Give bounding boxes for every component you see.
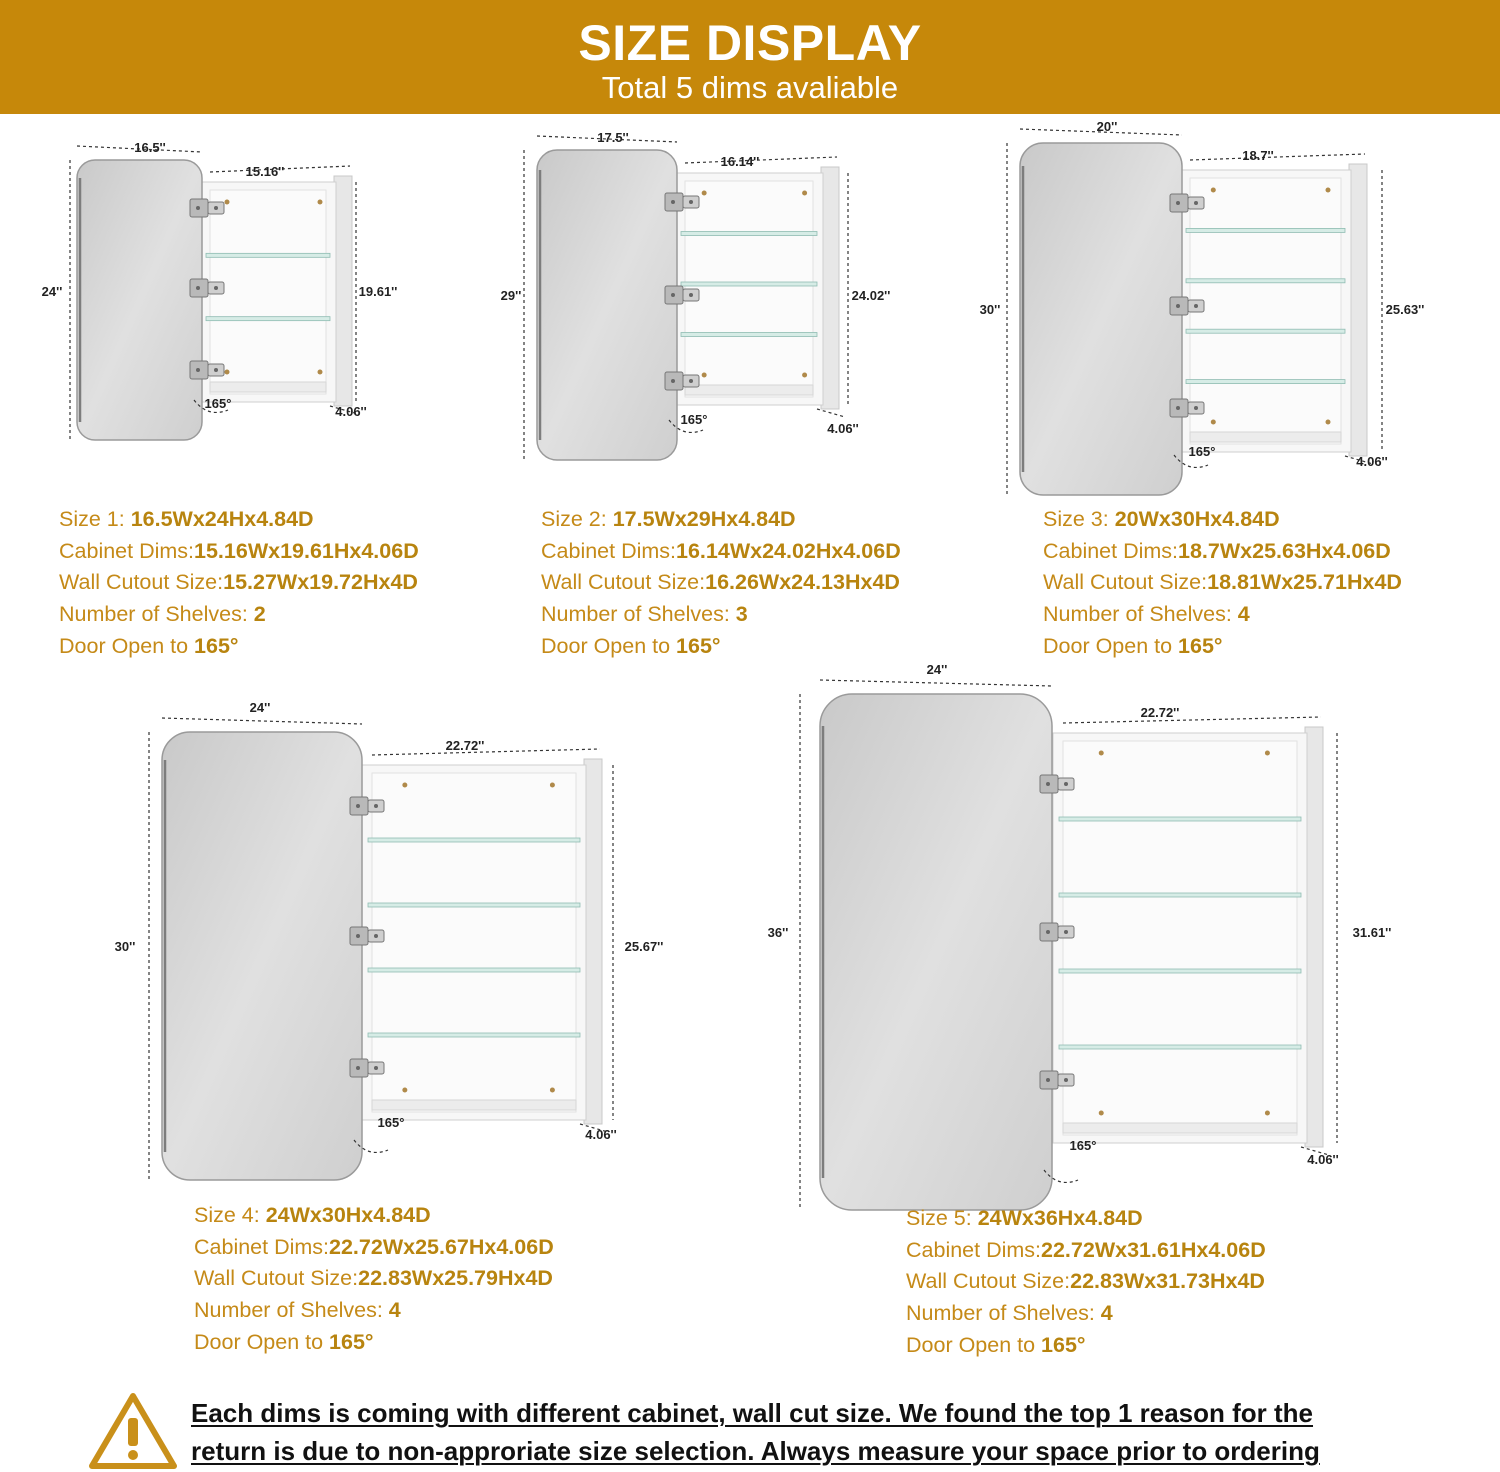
shelves-value: 3 [735,602,748,627]
hinge [1040,775,1074,793]
glass-shelf [1059,893,1301,897]
glass-shelf [1186,380,1345,384]
cabinet-value: 22.72Wx25.67Hx4.06D [329,1234,554,1259]
hinge [1040,1071,1074,1089]
mirror-door [537,150,677,460]
door-row [906,1330,1266,1362]
shelves-row [906,1298,1266,1330]
door-width-label: 24'' [926,662,948,677]
cabinet-value: 16.14Wx24.02Hx4.06D [676,538,901,563]
spec-block-size-1 [59,504,419,663]
depth-label: 4.06'' [585,1127,617,1142]
cutout-value: 18.81Wx25.71Hx4D [1207,570,1402,595]
shelves-value: 4 [1237,602,1250,627]
shelves-value: 4 [1100,1301,1113,1326]
shelves-label: Number of Shelves: [1043,602,1238,627]
door-width-label: 16.5'' [134,140,166,155]
door-height-label: 36'' [767,925,789,940]
hinge [350,797,384,815]
cutout-label: Wall Cutout Size: [906,1269,1071,1294]
cutout-value: 22.83Wx25.79Hx4D [358,1266,553,1291]
door-row [1043,631,1402,663]
depth-label: 4.06'' [1356,454,1388,469]
cutout-value: 16.26Wx24.13Hx4D [705,570,900,595]
cutout-value: 22.83Wx31.73Hx4D [1070,1269,1265,1294]
door-height-label: 30'' [979,302,1001,317]
door-height-label: 29'' [500,288,522,303]
hinge [350,927,384,945]
cabinet-label: Cabinet Dims: [59,538,195,563]
cabinet-row [59,536,419,568]
door-angle-label: 165° [1188,444,1216,459]
notice-line-1: Each dims is coming with different cabinet, wall cut size. We found the top 1 reason for the [191,1398,1314,1428]
cabinet-row [1043,536,1402,568]
cutout-row [906,1266,1266,1298]
cabinet-label: Cabinet Dims: [906,1237,1042,1262]
door-value: 165° [676,633,721,658]
hinge [665,372,699,390]
cabinet-height-label: 31.61'' [1352,925,1392,940]
door-row [194,1327,554,1359]
depth-label: 4.06'' [335,404,367,419]
size-label: Size 4: [194,1203,266,1227]
door-height-label: 24'' [41,284,63,299]
hinge [1170,399,1204,417]
glass-shelf [1186,329,1345,333]
hinge [1040,923,1074,941]
glass-shelf [1059,969,1301,973]
cabinet-drawing-size-3 [1007,129,1382,495]
door-angle-label: 165° [1069,1138,1097,1153]
cutout-label: Wall Cutout Size: [59,570,224,595]
cutout-row [59,567,419,599]
door-label: Door Open to [906,1332,1042,1357]
hinge [350,1059,384,1077]
glass-shelf [368,838,580,842]
depth-label: 4.06'' [827,421,859,436]
shelves-value: 4 [388,1298,401,1323]
cabinet-row [906,1235,1266,1267]
cabinet-width-label: 15.16'' [245,164,285,179]
shelves-label: Number of Shelves: [541,602,736,627]
hinge [1170,194,1204,212]
door-row [59,631,419,663]
depth-label: 4.06'' [1307,1152,1339,1167]
warning-triangle-icon [88,1390,178,1470]
cabinet-label: Cabinet Dims: [1043,538,1179,563]
door-angle-label: 165° [377,1115,405,1130]
cutout-value: 15.27Wx19.72Hx4D [223,570,418,595]
cabinet-label: Cabinet Dims: [194,1234,330,1259]
cutout-row [194,1263,554,1295]
size-value: 20Wx30Hx4.84D [1114,507,1280,531]
cabinet-drawing-size-4 [149,718,613,1180]
door-value: 165° [194,633,239,658]
hinge [665,286,699,304]
spec-block-size-4 [194,1200,554,1359]
cabinet-value: 22.72Wx31.61Hx4.06D [1041,1237,1266,1262]
page-title: SIZE DISPLAY [578,15,922,71]
glass-shelf [1059,817,1301,821]
cabinet-width-label: 22.72'' [1140,705,1180,720]
glass-shelf [1186,228,1345,232]
spec-block-size-2 [541,504,901,663]
shelves-row [194,1295,554,1327]
shelves-value: 2 [253,602,266,627]
glass-shelf [1059,1045,1301,1049]
hinge [1170,297,1204,315]
glass-shelf [1186,279,1345,283]
mirror-door [77,160,202,440]
notice-text [191,1394,1441,1470]
mirror-door [162,732,362,1180]
door-label: Door Open to [59,633,195,658]
size-row [541,504,901,536]
shelves-row [59,599,419,631]
door-height-label: 30'' [114,939,136,954]
cabinet-drawing-size-5 [800,680,1337,1210]
hinge [190,361,224,379]
door-label: Door Open to [1043,633,1179,658]
glass-shelf [681,232,817,236]
page-subtitle: Total 5 dims avaliable [601,70,899,105]
size-row [906,1203,1266,1235]
door-label: Door Open to [541,633,677,658]
door-value: 165° [1178,633,1223,658]
hinge [190,199,224,217]
cabinet-row [194,1232,554,1264]
size-row [194,1200,554,1232]
cabinet-row [541,536,901,568]
door-angle-label: 165° [680,412,708,427]
spec-block-size-5 [906,1203,1266,1362]
cabinet-width-label: 16.14'' [720,154,760,169]
glass-shelf [681,333,817,337]
cabinet-height-label: 25.63'' [1385,302,1425,317]
glass-shelf [206,253,330,257]
cabinet-width-label: 18.7'' [1242,148,1274,163]
shelves-label: Number of Shelves: [194,1298,389,1323]
glass-shelf [368,903,580,907]
door-width-label: 20'' [1096,119,1118,134]
cutout-label: Wall Cutout Size: [1043,570,1208,595]
spec-block-size-3 [1043,504,1402,663]
door-value: 165° [329,1329,374,1354]
cutout-row [541,567,901,599]
size-row [59,504,419,536]
size-label: Size 5: [906,1206,978,1230]
cabinet-height-label: 25.67'' [624,939,664,954]
size-label: Size 3: [1043,507,1115,531]
door-width-label: 24'' [249,700,271,715]
size-label: Size 2: [541,507,613,531]
mirror-door [1020,143,1182,495]
size-value: 16.5Wx24Hx4.84D [130,507,314,531]
size-value: 24Wx36Hx4.84D [977,1206,1143,1230]
shelves-label: Number of Shelves: [59,602,254,627]
cutout-row [1043,567,1402,599]
glass-shelf [206,317,330,321]
size-label: Size 1: [59,507,131,531]
cabinet-value: 15.16Wx19.61Hx4.06D [194,538,419,563]
cabinet-height-label: 19.61'' [358,284,398,299]
door-width-label: 17.5'' [597,130,629,145]
hinge [190,279,224,297]
door-angle-label: 165° [204,396,232,411]
cutout-label: Wall Cutout Size: [541,570,706,595]
mirror-door [820,694,1052,1210]
shelves-row [1043,599,1402,631]
cabinet-width-label: 22.72'' [445,738,485,753]
door-label: Door Open to [194,1329,330,1354]
cutout-label: Wall Cutout Size: [194,1266,359,1291]
hinge [665,193,699,211]
door-value: 165° [1041,1332,1086,1357]
size-row [1043,504,1402,536]
notice-line-2: return is due to non-approriate size selection. Always measure your space prior to ordering [191,1436,1320,1466]
shelves-label: Number of Shelves: [906,1301,1101,1326]
cabinet-value: 18.7Wx25.63Hx4.06D [1178,538,1391,563]
door-row [541,631,901,663]
cabinet-label: Cabinet Dims: [541,538,677,563]
glass-shelf [368,1033,580,1037]
glass-shelf [681,282,817,286]
size-value: 17.5Wx29Hx4.84D [612,507,796,531]
shelves-row [541,599,901,631]
size-value: 24Wx30Hx4.84D [265,1203,431,1227]
cabinet-height-label: 24.02'' [851,288,891,303]
glass-shelf [368,968,580,972]
